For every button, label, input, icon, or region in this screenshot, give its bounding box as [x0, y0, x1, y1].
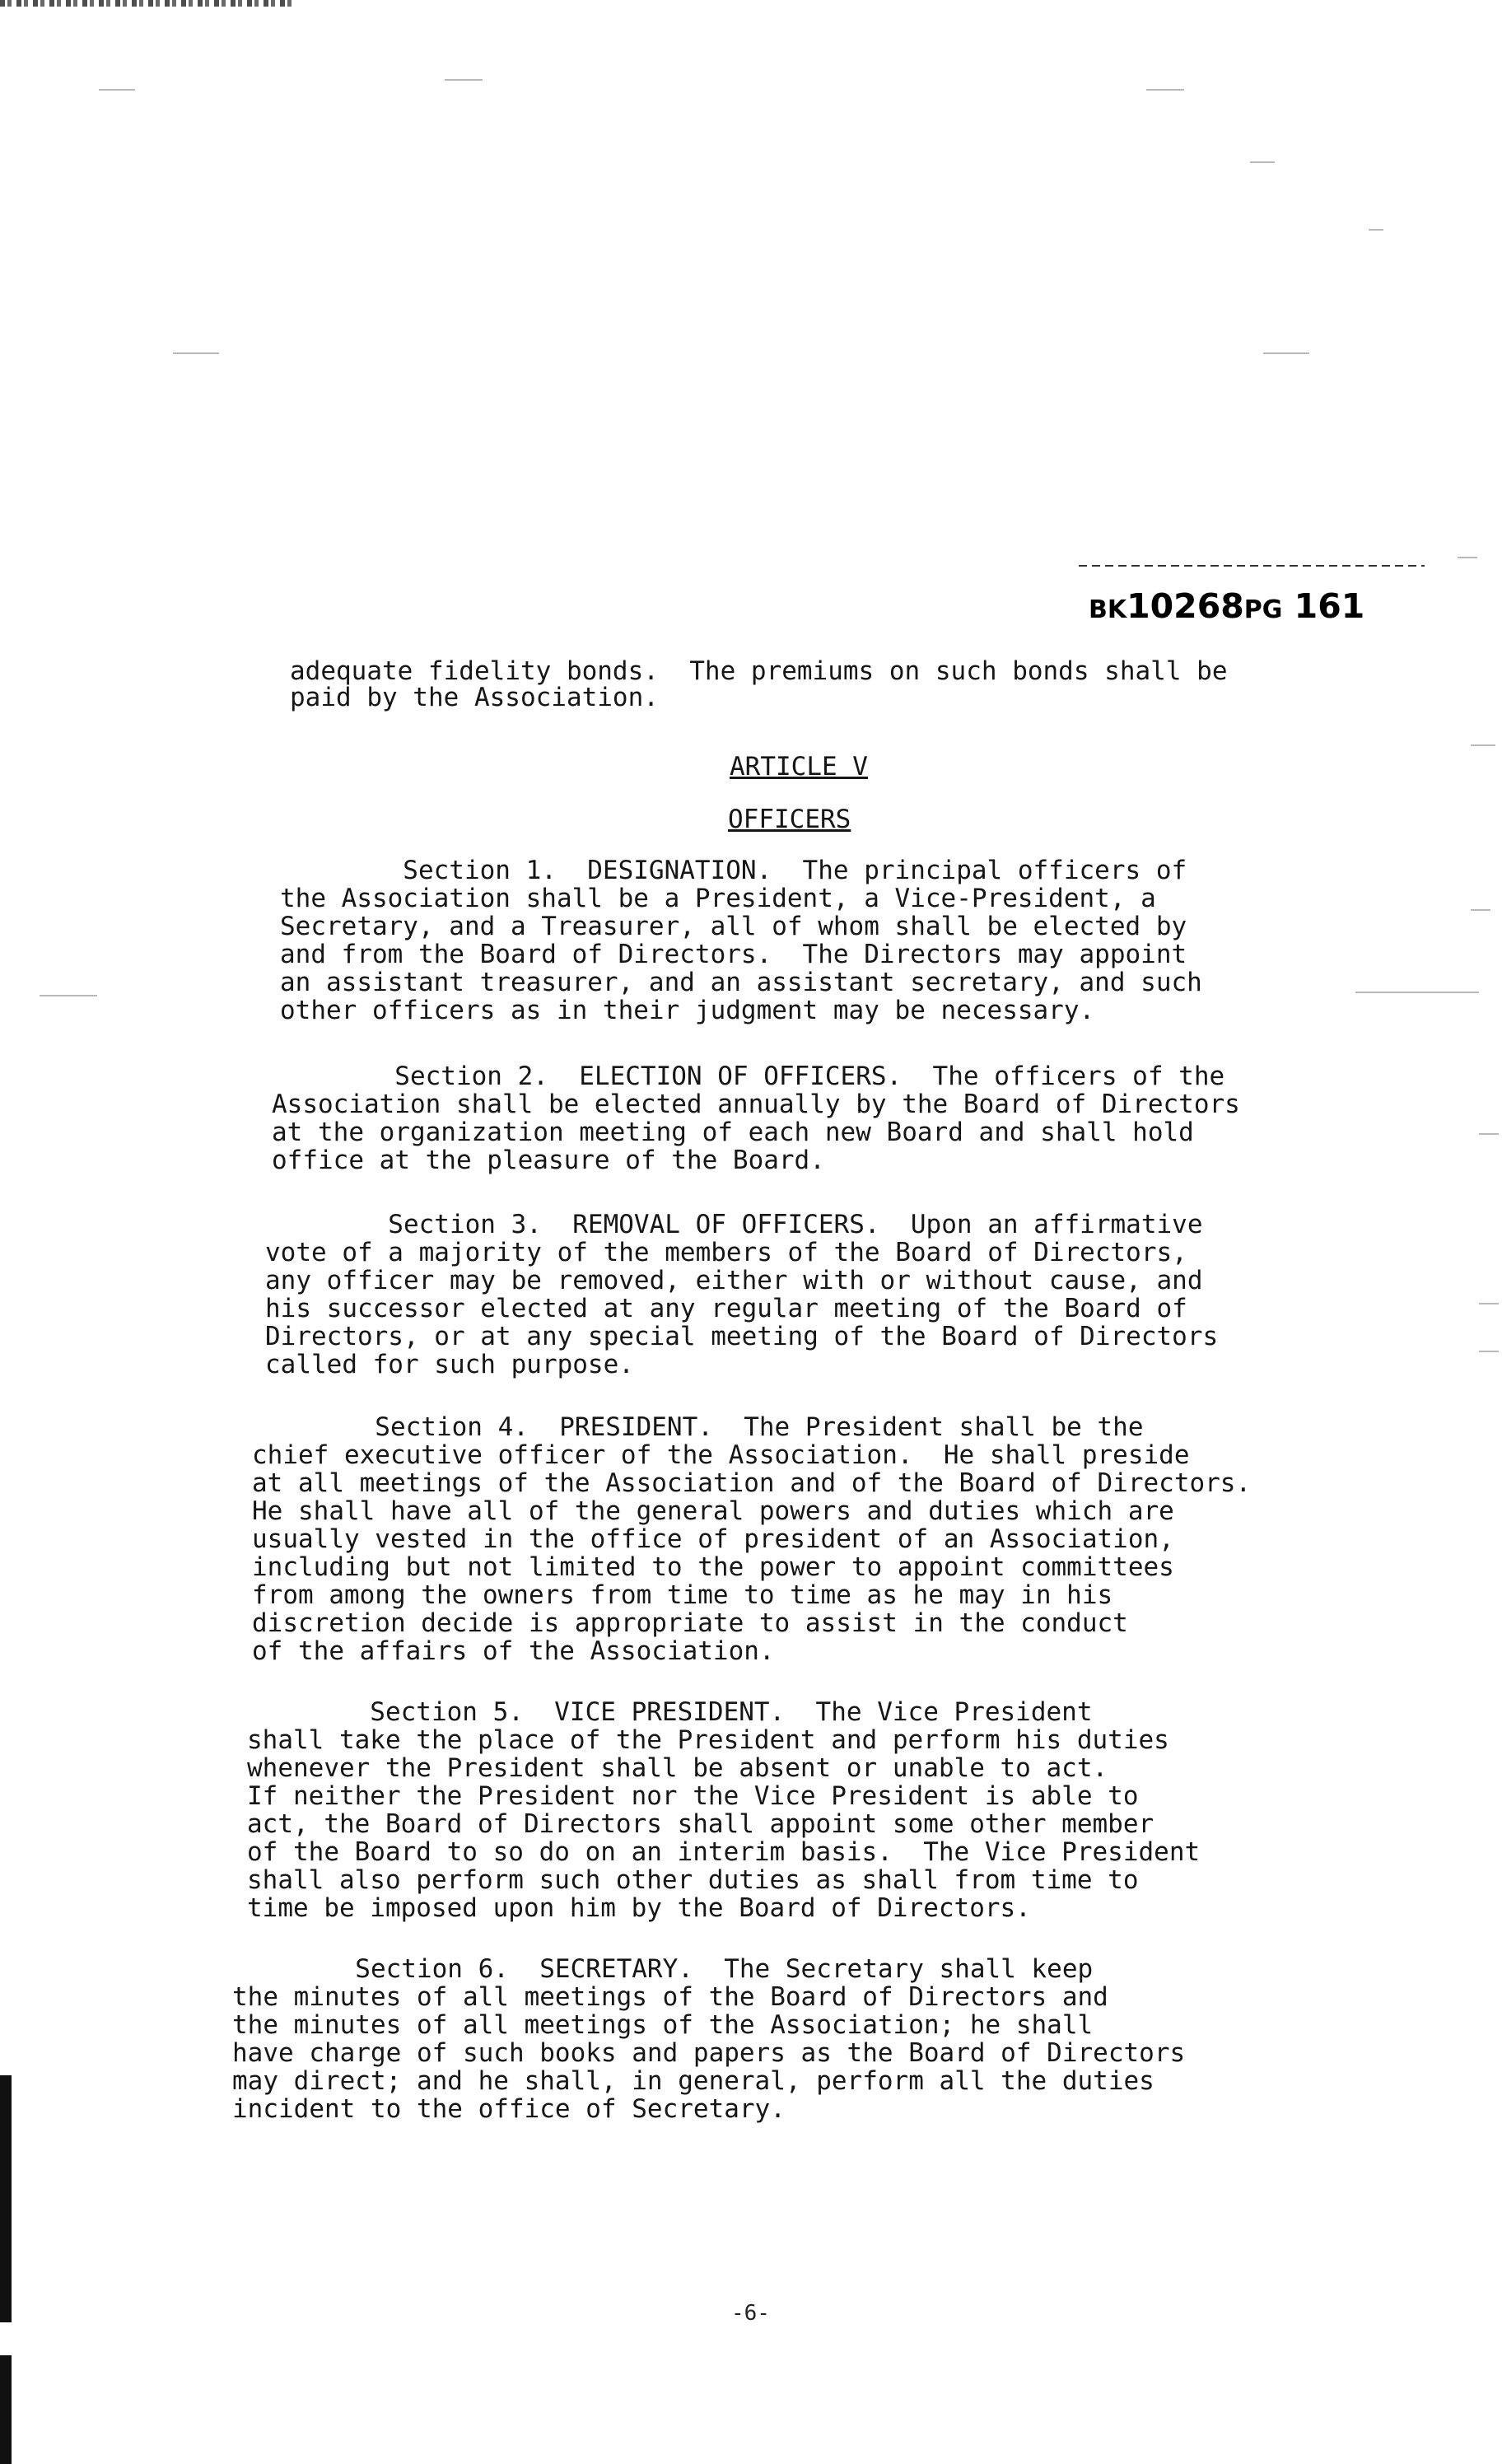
section-4-line: He shall have all of the general powers and duties which are	[252, 1496, 1174, 1526]
section-4-line: Section 4. PRESIDENT. The President shall be the	[252, 1412, 1144, 1442]
section-5-line: Section 5. VICE PRESIDENT. The Vice President	[247, 1697, 1093, 1727]
section-4-line: usually vested in the office of president of an Association,	[252, 1524, 1174, 1554]
section-4-line: including but not limited to the power to appoint committees	[252, 1552, 1174, 1582]
section-1-line: Secretary, and a Treasurer, all of whom shall be elected by	[280, 912, 1187, 941]
recording-stamp	[1089, 586, 1364, 626]
article-subtitle: OFFICERS	[728, 805, 851, 834]
scan-artifact-left-edge	[0, 2075, 12, 2322]
header-rule	[1079, 565, 1425, 567]
scan-mark	[1479, 1303, 1499, 1304]
intro-line-2: paid by the Association.	[290, 683, 659, 712]
section-3-line: any officer may be removed, either with or without cause, and	[265, 1266, 1203, 1295]
section-4-line: from among the owners from time to time as he may in his	[252, 1580, 1113, 1610]
section-2-line: office at the pleasure of the Board.	[272, 1146, 825, 1175]
section-5-line: time be imposed upon him by the Board of Directors.	[247, 1893, 1031, 1923]
section-6-line: may direct; and he shall, in general, perform all the duties	[232, 2066, 1154, 2096]
section-6-line: incident to the office of Secretary.	[232, 2094, 786, 2124]
section-5-line: act, the Board of Directors shall appoint some other member	[247, 1809, 1154, 1839]
section-1-line: other officers as in their judgment may be necessary.	[280, 996, 1095, 1025]
section-6-line: have charge of such books and papers as the Board of Directors	[232, 2038, 1186, 2068]
section-3-line: called for such purpose.	[265, 1350, 634, 1379]
scan-mark	[1355, 992, 1479, 993]
section-3-line: vote of a majority of the members of the Board of Directors,	[265, 1238, 1187, 1267]
section-3-line: his successor elected at any regular meeting of the Board of	[265, 1294, 1187, 1323]
section-4-line: chief executive officer of the Association. He shall preside	[252, 1440, 1190, 1470]
scan-mark	[1458, 557, 1477, 558]
scan-mark	[445, 79, 483, 81]
scan-mark	[40, 995, 97, 996]
scan-mark	[1146, 89, 1184, 91]
section-6-line: the minutes of all meetings of the Association; he shall	[232, 2010, 1094, 2040]
section-3-line: Directors, or at any special meeting of the Board of Directors	[265, 1322, 1219, 1351]
section-5-line: whenever the President shall be absent or unable to act.	[247, 1753, 1108, 1783]
stamp-page-number: 161	[1294, 586, 1365, 626]
section-1-line: an assistant treasurer, and an assistant secretary, and such	[280, 968, 1202, 997]
section-6-line: Section 6. SECRETARY. The Secretary shall keep	[232, 1954, 1094, 1984]
section-2-line: at the organization meeting of each new Board and shall hold	[272, 1118, 1194, 1147]
page-number: -6-	[731, 2301, 770, 2326]
intro-line-1: adequate fidelity bonds. The premiums on such bonds shall be	[290, 656, 1228, 686]
section-2-line: Association shall be elected annually by the Board of Directors	[272, 1090, 1240, 1119]
scan-mark	[1471, 909, 1490, 911]
section-4-line: of the affairs of the Association.	[252, 1636, 775, 1666]
scan-mark	[1250, 161, 1275, 163]
section-1-line: and from the Board of Directors. The Directors may appoint	[280, 940, 1187, 969]
stamp-page-label: PG	[1243, 595, 1283, 624]
section-4-line: at all meetings of the Association and of the Board of Directors.	[252, 1468, 1252, 1498]
stamp-book-prefix: BK	[1089, 595, 1127, 624]
scan-mark	[1263, 352, 1309, 354]
scan-mark	[1479, 1133, 1499, 1135]
section-5-line: If neither the President nor the Vice President is able to	[247, 1781, 1139, 1811]
scan-mark	[173, 352, 219, 354]
section-2-line: Section 2. ELECTION OF OFFICERS. The officers of the	[272, 1062, 1225, 1091]
section-5-line: of the Board to so do on an interim basis. The Vice President	[247, 1837, 1201, 1867]
section-3-line: Section 3. REMOVAL OF OFFICERS. Upon an affirmative	[265, 1210, 1203, 1239]
section-4-line: discretion decide is appropriate to assist in the conduct	[252, 1608, 1128, 1638]
section-1-line: Section 1. DESIGNATION. The principal officers of	[280, 856, 1187, 885]
article-title: ARTICLE V	[730, 752, 868, 782]
scan-mark	[1479, 1351, 1499, 1352]
section-1-line: the Association shall be a President, a Vice-President, a	[280, 884, 1156, 913]
scan-mark	[99, 89, 135, 91]
stamp-book-number: 10268	[1126, 586, 1244, 626]
section-5-line: shall take the place of the President and perform his duties	[247, 1725, 1169, 1755]
scan-mark	[1471, 744, 1495, 746]
scan-artifact-top	[0, 0, 296, 7]
section-5-line: shall also perform such other duties as shall from time to	[247, 1865, 1139, 1895]
scan-mark	[1369, 229, 1383, 231]
section-6-line: the minutes of all meetings of the Board of Directors and	[232, 1982, 1108, 2012]
scan-artifact-left-edge	[0, 2355, 12, 2464]
